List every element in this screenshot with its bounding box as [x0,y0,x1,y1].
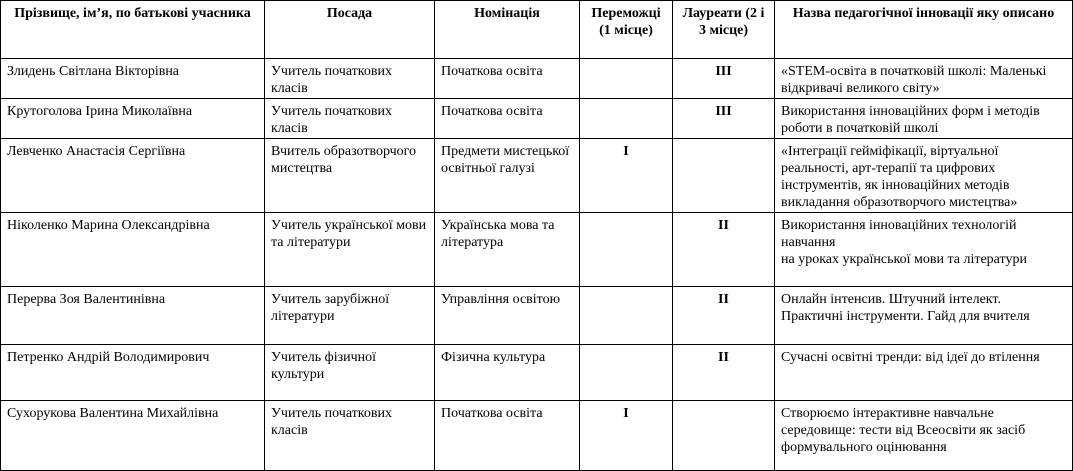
header-position: Посада [265,1,435,59]
header-nomination: Номінація [435,1,580,59]
participant-nomination: Фізична культура [435,345,580,401]
participant-name: Левченко Анастасія Сергіївна [1,139,265,213]
participant-position: Учитель початкових класів [265,401,435,471]
innovation-title: Використання інноваційних технологій навчання на уроках української мови та літератури [775,213,1073,287]
participant-name: Петренко Андрій Володимирович [1,345,265,401]
header-winners: Переможці (1 місце) [580,1,673,59]
participant-position: Учитель зарубіжної літератури [265,287,435,345]
participant-nomination: Предмети мистецької освітньої галузі [435,139,580,213]
winner-place [580,287,673,345]
winner-place [580,99,673,139]
participant-name: Сухорукова Валентина Михайлівна [1,401,265,471]
header-name: Прізвище, ім’я, по батькові учасника [1,1,265,59]
participant-name: Крутоголова Ірина Миколаївна [1,99,265,139]
innovation-title: Сучасні освітні тренди: від ідеї до втілення [775,345,1073,401]
participant-position: Вчитель образотворчого мистецтва [265,139,435,213]
table-row [1,59,1073,99]
participant-name: Перерва Зоя Валентинівна [1,287,265,345]
participant-position: Учитель початкових класів [265,99,435,139]
table-row [1,139,1073,213]
table-row [1,345,1073,401]
laureate-place: ІІІ [673,99,775,139]
participant-position: Учитель фізичної культури [265,345,435,401]
header-laureates: Лауреати (2 і 3 місце) [673,1,775,59]
participant-nomination: Початкова освіта [435,99,580,139]
laureate-place: ІІІ [673,59,775,99]
laureate-place: ІІ [673,287,775,345]
table-row [1,287,1073,345]
innovation-title: Використання інноваційних форм і методів роботи в початковій школі [775,99,1073,139]
winner-place: І [580,139,673,213]
participant-name: Злидень Світлана Вікторівна [1,59,265,99]
table-header-row [1,1,1073,59]
winner-place: І [580,401,673,471]
innovation-title: Створюємо інтерактивне навчальне середовище: тести від Всеосвіти як засіб формувального оцінювання [775,401,1073,471]
participant-nomination: Початкова освіта [435,401,580,471]
innovation-title: «Інтеграції гейміфікації, віртуальної реальності, арт-терапії та цифрових інструментів, як інноваційних методів викладання образотворчого мистецтва» [775,139,1073,213]
participant-position: Учитель початкових класів [265,59,435,99]
header-innovation-title: Назва педагогічної інновації яку описано [775,1,1073,59]
laureate-place [673,139,775,213]
table-row [1,401,1073,471]
winner-place [580,59,673,99]
table-row [1,213,1073,287]
winner-place [580,213,673,287]
participant-nomination: Управління освітою [435,287,580,345]
participant-nomination: Початкова освіта [435,59,580,99]
participant-position: Учитель української мови та літератури [265,213,435,287]
participant-nomination: Українська мова та література [435,213,580,287]
laureate-place: ІІ [673,213,775,287]
laureate-place [673,401,775,471]
winner-place [580,345,673,401]
laureate-place: ІІ [673,345,775,401]
table-row [1,99,1073,139]
innovation-title: «STEM-освіта в початковій школі: Маленькі відкривачі великого світу» [775,59,1073,99]
innovation-title: Онлайн інтенсив. Штучний інтелект. Практичні інструменти. Гайд для вчителя [775,287,1073,345]
participant-name: Ніколенко Марина Олександрівна [1,213,265,287]
